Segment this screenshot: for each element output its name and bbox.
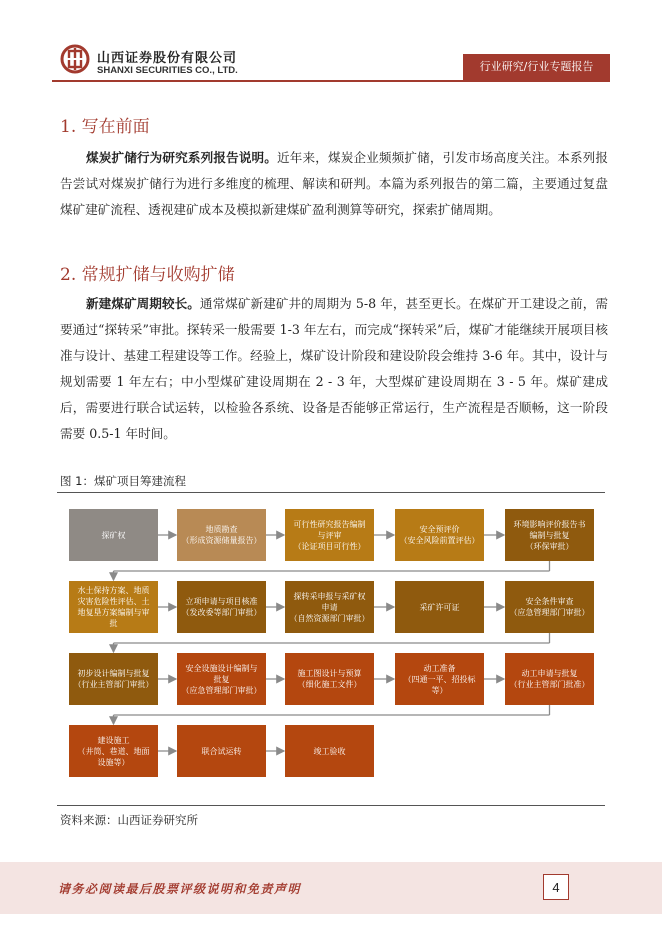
flow-step-text: 动工申请与批复 (521, 669, 578, 678)
section2-paragraph (60, 291, 608, 447)
flow-step-text: 施工图设计与预算 (297, 669, 362, 678)
flow-step-4-2 (177, 725, 266, 777)
flow-step-2-3 (285, 581, 374, 633)
figure-caption: 图 1：煤矿项目筹建流程 (60, 474, 186, 488)
figure-bottom-rule (57, 805, 605, 806)
flow-step-text: （形成资源储量报告） (181, 536, 262, 545)
flow-step-4-3 (285, 725, 374, 777)
flow-step-text: （安全风险前置评估） (399, 536, 480, 545)
header-divider (52, 80, 610, 82)
flow-step-text: 安全条件审查 (525, 597, 574, 606)
flow-step-text: 探矿权 (101, 530, 126, 540)
flow-step-3-3 (285, 653, 374, 705)
page-number: 4 (543, 874, 569, 900)
flow-step-3-4 (395, 653, 484, 705)
flow-step-text: （细化施工文件） (297, 680, 362, 689)
flow-step-text: 探转采申报与采矿权 (293, 591, 366, 601)
flow-step-text: 批 (109, 619, 118, 628)
section2-body: 通常煤矿新建矿井的周期为 5-8 年，甚至更长。在煤矿开工建设之前，需要通过“探转采”审批。探转采一般需要 1-3 年左右，而完成“探转采”后，煤矿才能继续开展项目核准与设计、基建工程建设等工作。经验上，煤矿设计阶段和建设阶段会维持 3-6 年。其中，设计与规划需要 1 年左右；中小型煤矿建设周期在 2 - 3 年，大型煤矿建设周期在 3 - 5 年。煤矿建成后，需要进行联合试运转，以检验各系统、设备是否能够正常运行，生产流程是否顺畅，这一阶段需要 0.5-1 年时间。 (60, 296, 608, 441)
flow-step-text: （四通一平、招投标 (403, 674, 476, 684)
flow-step-text: 采矿许可证 (419, 602, 460, 612)
flow-step-text: 地复垦方案编制与审 (77, 608, 150, 617)
flow-step-text: （行业主管部门批准） (509, 680, 590, 689)
flow-step-text: 批复 (213, 674, 230, 684)
flow-step-1-1 (69, 509, 158, 561)
flow-step-3-5 (505, 653, 594, 705)
flow-step-text: 等） (431, 685, 448, 695)
flow-step-text: 地质勘查 (205, 525, 238, 534)
flow-step-text: （自然资源部门审批） (289, 613, 370, 623)
section1-paragraph (60, 145, 608, 223)
flow-step-3-1 (69, 653, 158, 705)
flow-step-1-5 (505, 509, 594, 561)
flow-step-text: 水土保持方案、地质 (77, 586, 150, 595)
flow-step-2-5 (505, 581, 594, 633)
flow-step-text: （行业主管部门审批） (73, 680, 154, 689)
flow-step-text: （应急管理部门审批） (181, 685, 262, 695)
report-type-tag: 行业研究/行业专题报告 (463, 54, 610, 80)
section1-title: 1. 写在前面 (60, 117, 150, 137)
flow-step-text: （环保审批） (525, 541, 574, 551)
flow-step-text: 编制与批复 (529, 530, 570, 540)
flow-step-4-1 (69, 725, 158, 777)
flow-step-text: （论证项目可行性） (293, 541, 366, 551)
flow-step-text: 联合试运转 (201, 746, 242, 756)
flow-step-text: （井筒、巷道、地面 (77, 746, 150, 756)
flow-step-text: 立项申请与项目核准 (185, 597, 258, 606)
section1-body: 近年来，煤炭企业频频扩储，引发市场高度关注。本系列报告尝试对煤炭扩储行为进行多维度的梳理、解读和研判。本篇为系列报告的第二篇，主要通过复盘煤矿建矿流程、透视建矿成本及模拟新建煤矿盈利测算等研究，探索扩储周期。 (60, 150, 609, 217)
section2-title: 2. 常规扩储与收购扩储 (60, 265, 235, 285)
footer-disclaimer: 请务必阅读最后股票评级说明和免责声明 (58, 882, 302, 896)
flow-step-text: 竣工验收 (313, 746, 346, 756)
flow-step-text: 建设施工 (97, 735, 130, 745)
flow-step-3-2 (177, 653, 266, 705)
flow-step-text: 初步设计编制与批复 (77, 669, 150, 678)
section1-lead: 煤炭扩储行为研究系列报告说明。 (86, 150, 278, 165)
flow-step-1-2 (177, 509, 266, 561)
company-name-cn: 山西证券股份有限公司 (97, 51, 238, 66)
flow-step-text: 动工准备 (423, 663, 456, 673)
company-name-en: SHANXI SECURITIES CO., LTD. (97, 65, 238, 76)
flow-step-text: 安全设施设计编制与 (185, 663, 258, 673)
flow-step-text: 安全预评价 (419, 525, 460, 534)
flow-step-text: 环境影响评价报告书 (513, 519, 586, 529)
flow-step-text: （应急管理部门审批） (509, 608, 590, 617)
figure-top-rule (57, 492, 605, 493)
flow-step-text: （发改委等部门审批） (181, 608, 262, 617)
flow-step-text: 与评审 (317, 530, 342, 540)
flow-step-text: 设施等） (97, 757, 130, 767)
flow-step-1-4 (395, 509, 484, 561)
shanxi-securities-logo (60, 44, 90, 74)
flow-step-2-1 (69, 581, 158, 633)
flow-step-text: 可行性研究报告编制 (293, 519, 366, 529)
flow-step-text: 申请 (321, 602, 338, 612)
flow-step-2-4 (395, 581, 484, 633)
figure-source: 资料来源：山西证券研究所 (60, 813, 198, 827)
flow-step-text: 灾害危险性评估、土 (77, 597, 150, 606)
flow-step-1-3 (285, 509, 374, 561)
section2-lead: 新建煤矿周期较长。 (86, 296, 200, 311)
flowchart (57, 495, 605, 803)
flow-step-2-2 (177, 581, 266, 633)
